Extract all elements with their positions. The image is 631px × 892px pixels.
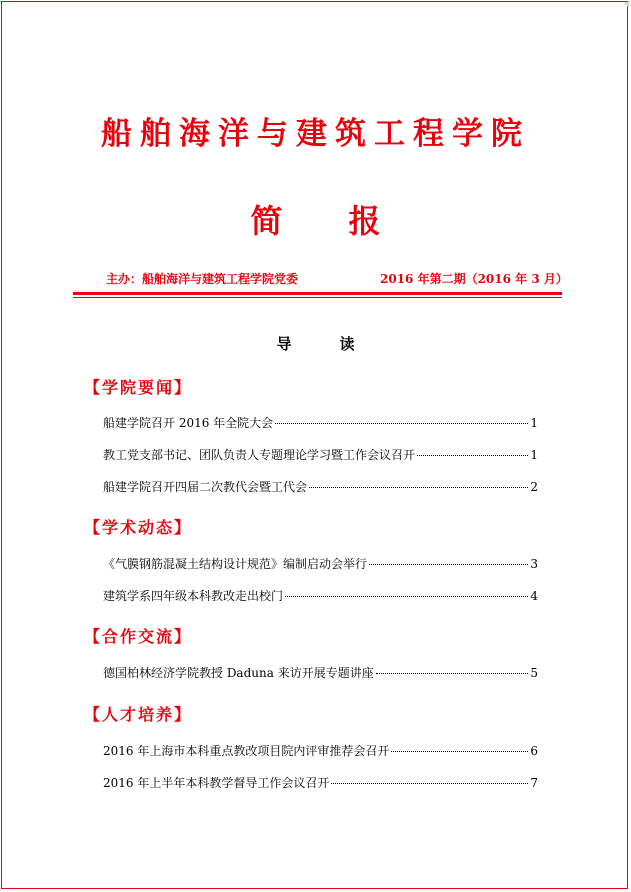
toc-item-page: 2 (530, 480, 538, 494)
toc-item[interactable] (103, 446, 538, 463)
sponsor-line: 主办：船舶海洋与建筑工程学院党委 (106, 272, 299, 286)
toc-leader-dots (275, 423, 528, 424)
toc-item-page: 4 (530, 589, 538, 603)
toc-leader-dots (369, 564, 528, 565)
header-rule-thick (73, 292, 562, 295)
issue-line: 2016 年第二期（2016 年 3 月） (380, 272, 568, 286)
toc-item-title: 德国柏林经济学院教授 Daduna 来访开展专题讲座 (103, 666, 374, 680)
newsletter-subtitle: 简报 (250, 202, 447, 240)
guide-heading: 导读 (276, 335, 403, 353)
toc-item-title: 《气膜钢筋混凝土结构设计规范》编制启动会举行 (103, 557, 368, 571)
toc-leader-dots (376, 673, 529, 674)
toc-item-page: 6 (530, 744, 538, 758)
header-rule-thin (73, 297, 562, 298)
toc-item-title: 教工党支部书记、团队负责人专题理论学习暨工作会议召开 (103, 448, 416, 462)
toc-leader-dots (309, 487, 528, 488)
toc-item-title: 建筑学系四年级本科教改走出校门 (103, 589, 284, 603)
toc-item[interactable] (103, 774, 538, 791)
toc-leader-dots (331, 783, 528, 784)
toc-item[interactable] (103, 478, 538, 495)
section-heading-academic-news: 【学术动态】 (84, 518, 193, 537)
section-heading-talent-training: 【人才培养】 (84, 705, 193, 724)
section-heading-cooperation: 【合作交流】 (84, 627, 193, 646)
toc-item-title: 2016 年上海市本科重点教改项目院内评审推荐会召开 (103, 744, 390, 758)
toc-item[interactable] (103, 555, 538, 572)
section-heading-college-news: 【学院要闻】 (84, 378, 193, 397)
toc-item-title: 船建学院召开四届二次教代会暨工代会 (103, 480, 308, 494)
toc-item[interactable] (103, 414, 538, 431)
toc-leader-dots (285, 596, 528, 597)
toc-item-page: 1 (530, 416, 538, 430)
toc-leader-dots (391, 751, 528, 752)
toc-item-page: 1 (530, 448, 538, 462)
toc-item[interactable] (103, 742, 538, 759)
toc-item-page: 5 (530, 666, 538, 680)
toc-item[interactable] (103, 664, 538, 681)
newsletter-title: 船舶海洋与建筑工程学院 (101, 116, 530, 152)
toc-item-page: 7 (530, 776, 538, 790)
toc-item-page: 3 (530, 557, 538, 571)
page-corner-fold (623, 2, 629, 8)
toc-item[interactable] (103, 587, 538, 604)
toc-item-title: 2016 年上半年本科教学督导工作会议召开 (103, 776, 330, 790)
toc-leader-dots (417, 455, 528, 456)
toc-item-title: 船建学院召开 2016 年全院大会 (103, 416, 274, 430)
